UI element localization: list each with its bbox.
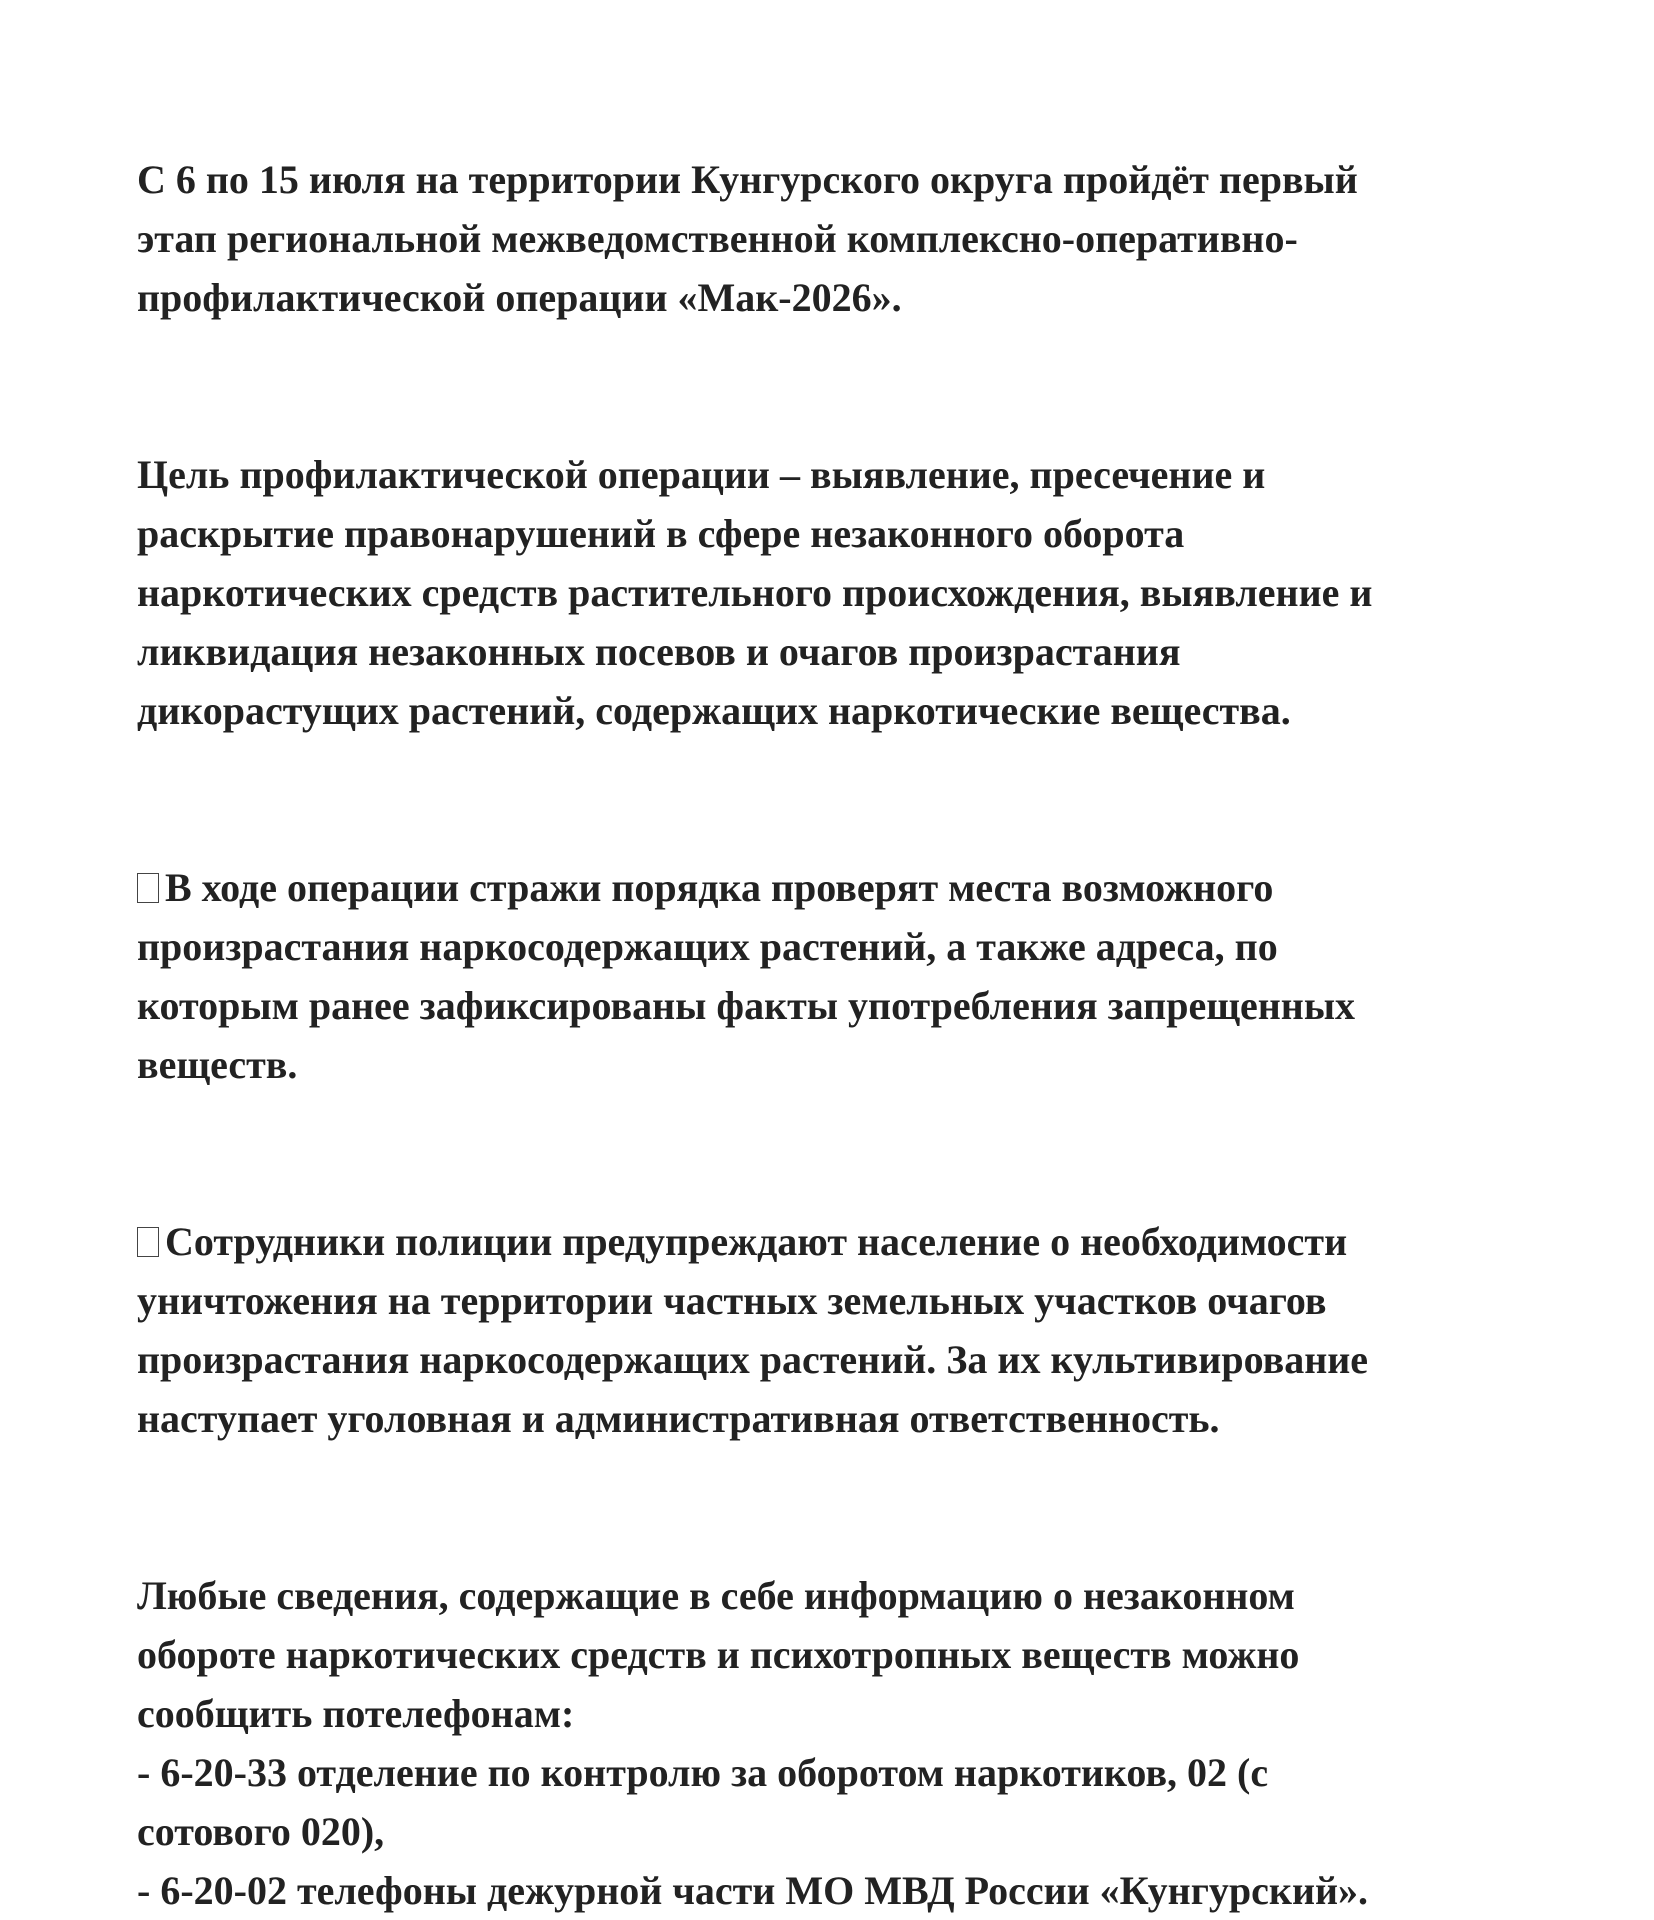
text-line: сотового 020), [137,1809,385,1854]
paragraph-spacer [137,327,1577,445]
phone-line-narcotics: - 6-20-33 отделение по контролю за оборотом наркотиков, 02 (с [137,1750,1269,1795]
text-line: Цель профилактической операции – выявление, пресечение и [137,452,1266,497]
text-line: которым ранее зафиксированы факты употребления запрещенных [137,983,1356,1028]
paragraph-inspection [137,858,1577,1094]
text-line: раскрытие правонарушений в сфере незаконного оборота [137,511,1185,556]
text-line: ликвидация незаконных посевов и очагов произрастания [137,629,1181,674]
paragraph-spacer [137,1448,1577,1566]
text-line: уничтожения на территории частных земельных участков очагов [137,1278,1327,1323]
text-line: наступает уголовная и административная ответственность. [137,1396,1220,1441]
text-line: веществ. [137,1042,298,1087]
paragraph-contacts [137,1566,1577,1920]
text-line: дикорастущих растений, содержащих наркотические вещества. [137,688,1291,733]
phone-line-duty: - 6-20-02 телефоны дежурной части МО МВД России «Кунгурский». [137,1868,1369,1913]
text-line: Сотрудники полиции предупреждают население о необходимости [165,1219,1348,1264]
paragraph-spacer [137,740,1577,858]
paragraph-announcement [137,150,1577,327]
text-line: обороте наркотических средств и психотропных веществ можно [137,1632,1300,1677]
missing-glyph-icon [137,1227,159,1257]
text-line: наркотических средств растительного происхождения, выявление и [137,570,1373,615]
missing-glyph-icon [137,873,159,903]
text-line: профилактической операции «Мак-2026». [137,275,902,320]
text-line: С 6 по 15 июля на территории Кунгурского округа пройдёт первый [137,157,1358,202]
paragraph-spacer [137,1094,1577,1212]
document-page [137,150,1577,1920]
paragraph-warning [137,1212,1577,1448]
paragraph-goal [137,445,1577,740]
text-line: произрастания наркосодержащих растений, а также адреса, по [137,924,1278,969]
text-line-first [137,1212,1577,1271]
text-line: Любые сведения, содержащие в себе информацию о незаконном [137,1573,1295,1618]
text-line: В ходе операции стражи порядка проверят места возможного [165,865,1274,910]
text-line: сообщить потелефонам: [137,1691,575,1736]
text-line: этап региональной межведомственной комплексно-оперативно- [137,216,1298,261]
text-line: произрастания наркосодержащих растений. За их культивирование [137,1337,1369,1382]
text-line-first [137,858,1577,917]
